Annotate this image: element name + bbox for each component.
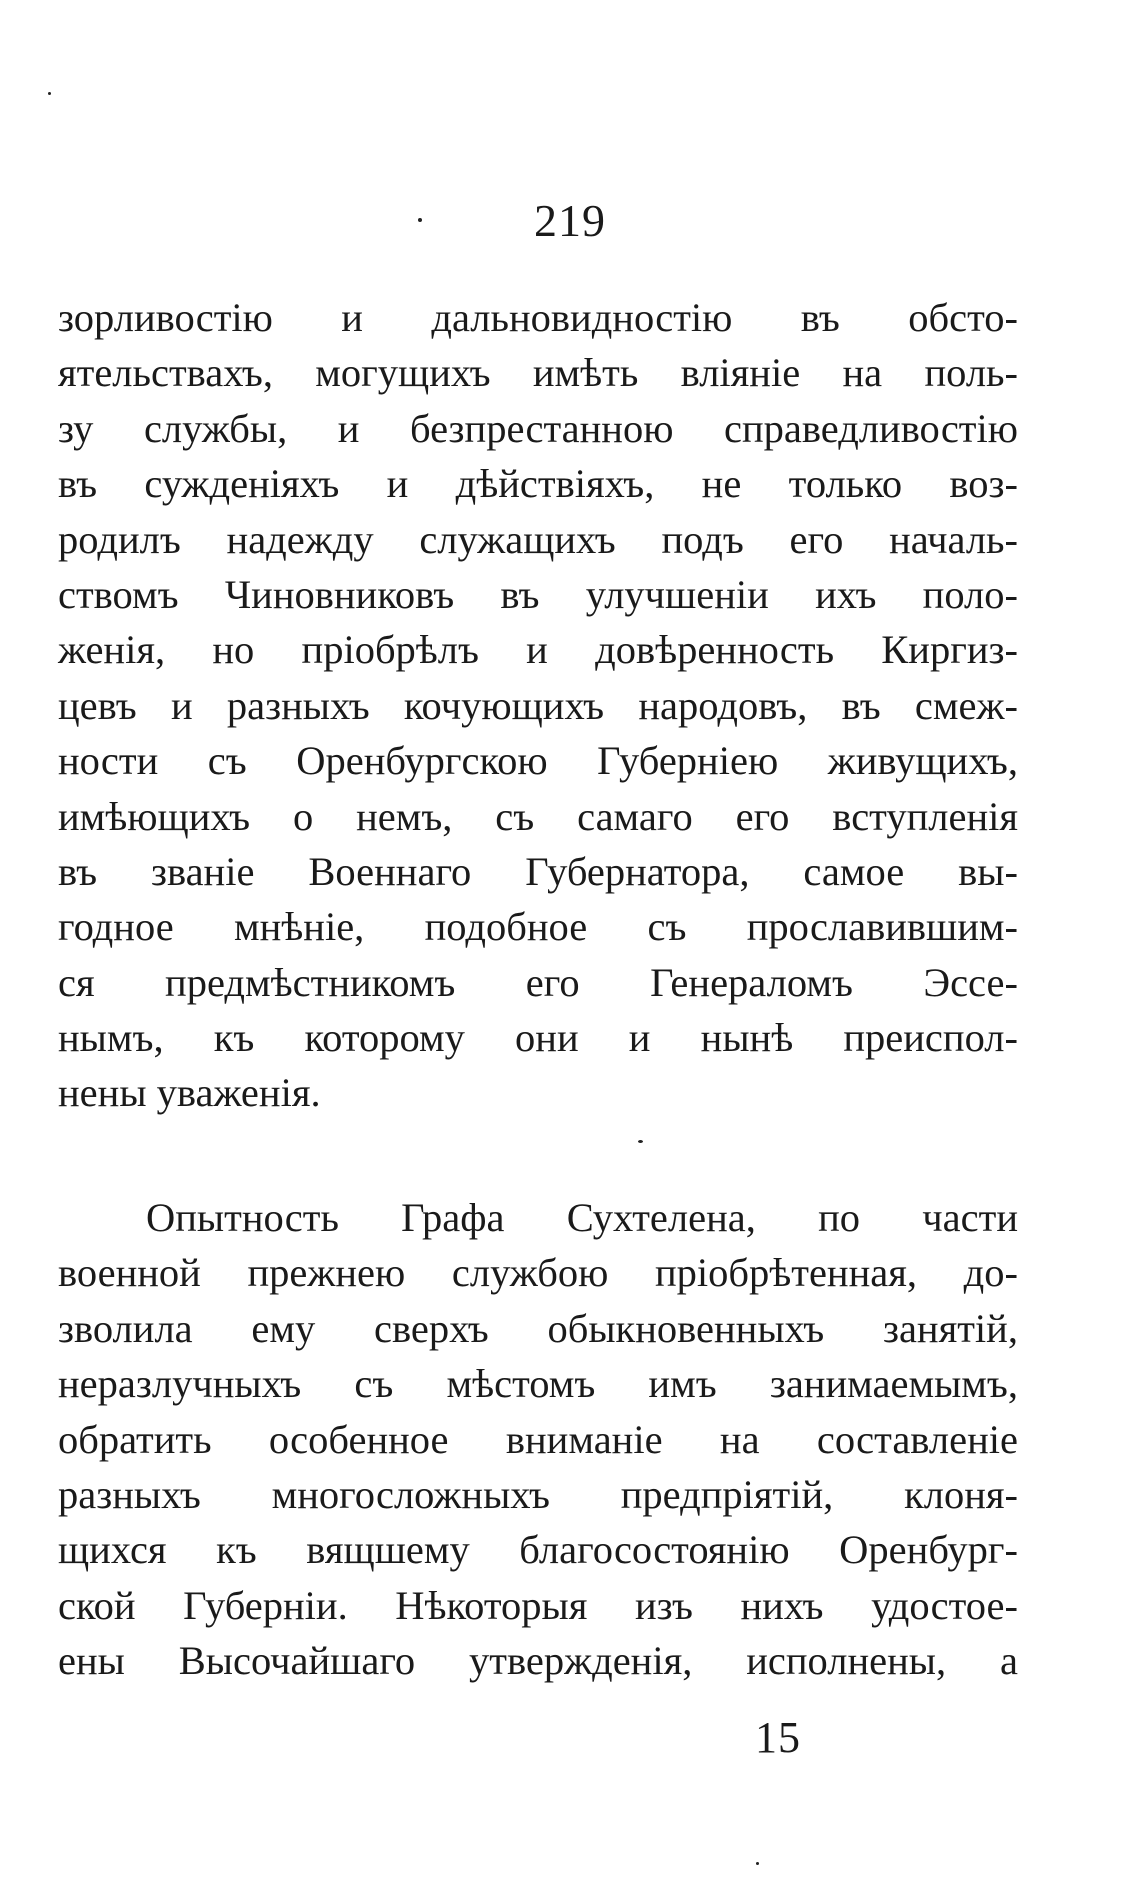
print-speck xyxy=(638,1140,643,1143)
text-line: неразлучныхъ съ мѣстомъ имъ занимаемымъ, xyxy=(58,1361,1018,1407)
text-line: зорливостію и дальновидностію въ обсто- xyxy=(58,295,1018,340)
text-line: въ званіе Военнаго Губернатора, самое вы- xyxy=(58,848,1018,894)
text-line: нены уваженія. xyxy=(58,1070,321,1116)
text-line: годное мнѣніе, подобное съ прославившим- xyxy=(58,904,1018,950)
text-line: въ сужденіяхъ и дѣйствіяхъ, не только воз- xyxy=(58,461,1018,507)
text-line: ся предмѣстникомъ его Генераломъ Эссе- xyxy=(58,959,1018,1005)
text-line: зу службы, и безпрестанною справедливостію xyxy=(58,405,1018,451)
text-line: ности съ Оренбургскою Губерніею живущихъ, xyxy=(58,738,1018,784)
text-line: щихся къ вящшему благосостоянію Оренбург- xyxy=(58,1527,1018,1573)
text-line: ствомъ Чиновниковъ въ улучшеніи ихъ поло- xyxy=(58,571,1018,617)
signature-number: 15 xyxy=(755,1713,801,1762)
paragraph-2 xyxy=(58,1190,1018,1689)
text-line: разныхъ многосложныхъ предпріятій, клоня- xyxy=(58,1471,1018,1517)
text-line: ской Губерніи. Нѣкоторыя изъ нихъ удостое- xyxy=(58,1582,1018,1628)
print-speck xyxy=(48,92,51,95)
text-line: ятельствахъ, могущихъ имѣть вліяніе на поль- xyxy=(58,350,1018,396)
print-speck xyxy=(756,1862,759,1865)
print-speck xyxy=(418,218,422,222)
text-line: имѣющихъ о немъ, съ самаго его вступленія xyxy=(58,793,1018,839)
text-line: обратить особенное вниманіе на составленіе xyxy=(58,1416,1018,1462)
paragraph-1 xyxy=(58,290,1018,1121)
text-line: зволила ему сверхъ обыкновенныхъ занятій, xyxy=(58,1305,1018,1351)
text-line: нымъ, къ которому они и нынѣ преиспол- xyxy=(58,1015,1018,1061)
page-number: 219 xyxy=(534,195,606,246)
text-line: родилъ надежду служащихъ подъ его началь- xyxy=(58,516,1018,562)
text-line: военной прежнею службою пріобрѣтенная, до- xyxy=(58,1250,1018,1296)
text-line: цевъ и разныхъ кочующихъ народовъ, въ смеж- xyxy=(58,682,1018,728)
text-line: ены Высочайшаго утвержденія, исполнены, а xyxy=(58,1638,1018,1684)
text-line: женія, но пріобрѣлъ и довѣренность Киргиз- xyxy=(58,627,1018,673)
text-line: Опытность Графа Сухтелена, по части xyxy=(146,1195,1018,1240)
